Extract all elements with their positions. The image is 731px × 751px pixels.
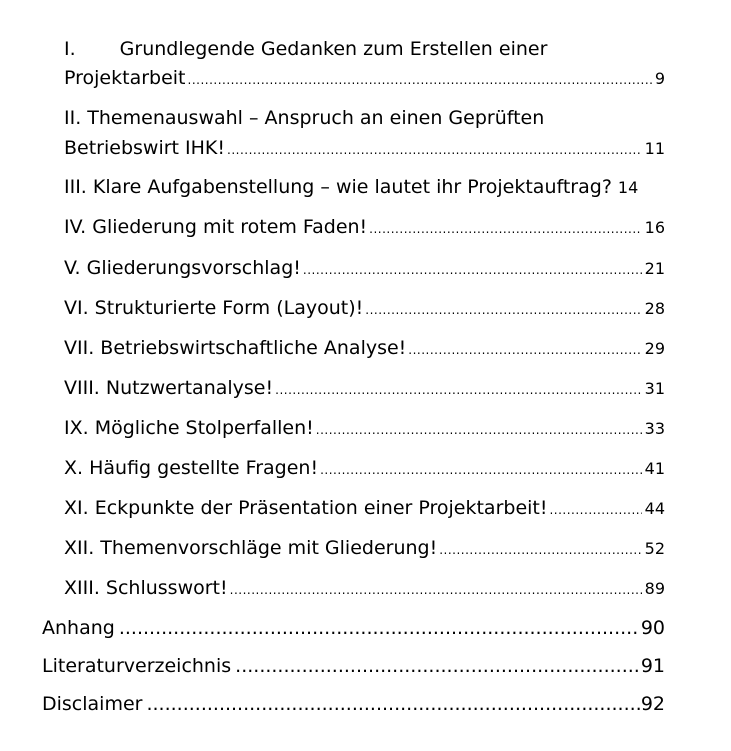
toc-entry-6[interactable] xyxy=(64,297,665,319)
toc-entry-8-title: VIII. Nutzwertanalyse! xyxy=(64,377,274,399)
toc-entry-1-number: I. xyxy=(64,38,76,60)
dot-leader xyxy=(227,143,642,157)
toc-entry-2-title-line2: Betriebswirt IHK! xyxy=(64,137,225,159)
toc-entry-1[interactable] xyxy=(64,67,665,89)
toc-entry-9-page: 33 xyxy=(644,419,665,438)
dot-leader xyxy=(303,263,642,277)
toc-entry-9-title: IX. Mögliche Stolperfallen! xyxy=(64,417,314,439)
toc-entry-11-title: XI. Eckpunkte der Präsentation einer Projektarbeit! xyxy=(64,497,548,519)
toc-entry-2[interactable] xyxy=(64,137,665,159)
toc-entry-5-title: V. Gliederungsvorschlag! xyxy=(64,257,301,279)
toc-entry-6-title: VI. Strukturierte Form (Layout)! xyxy=(64,297,364,319)
toc-entry-13-title: XIII. Schlusswort! xyxy=(64,577,228,599)
toc-entry-6-page: 28 xyxy=(644,299,665,318)
toc-entry-1-title-line1: Grundlegende Gedanken zum Erstellen einer xyxy=(119,38,548,60)
toc-entry-11[interactable] xyxy=(64,497,665,519)
toc-entry-anhang-page: 90 xyxy=(640,617,665,639)
dot-leader xyxy=(275,383,642,397)
toc-entry-4-page: 16 xyxy=(644,218,665,237)
toc-entry-9[interactable] xyxy=(64,417,665,439)
toc-entry-2-page: 11 xyxy=(644,139,665,158)
toc-entry-7-page: 29 xyxy=(644,339,665,358)
dot-leader xyxy=(146,693,639,715)
toc-entry-anhang[interactable] xyxy=(42,617,665,639)
toc-entry-8[interactable] xyxy=(64,377,665,399)
toc-entry-3-page: 14 xyxy=(617,178,639,197)
toc-entry-12-title: XII. Themenvorschläge mit Gliederung! xyxy=(64,537,438,559)
dot-leader xyxy=(119,617,640,639)
toc-entry-4-title: IV. Gliederung mit rotem Faden! xyxy=(64,216,368,238)
toc-entry-3-title: III. Klare Aufgabenstellung – wie lautet ihr Projektauftrag? xyxy=(64,176,612,198)
dot-leader xyxy=(365,303,641,317)
toc-entry-10-title: X. Häufig gestellte Fragen! xyxy=(64,457,319,479)
toc-entry-7-title: VII. Betriebswirtschaftliche Analyse! xyxy=(64,337,407,359)
dot-leader xyxy=(320,463,642,477)
dot-leader xyxy=(316,423,642,437)
toc-entry-1-page: 9 xyxy=(654,69,665,88)
toc-entry-4[interactable] xyxy=(64,216,665,238)
toc-entry-5[interactable] xyxy=(64,257,665,279)
toc-entry-2-title-line1: II. Themenauswahl – Anspruch an einen Geprüften xyxy=(64,107,545,129)
toc-entry-10-page: 41 xyxy=(644,459,665,478)
toc-entry-literaturverzeichnis[interactable] xyxy=(42,655,665,677)
toc-entry-12-page: 52 xyxy=(644,539,665,558)
toc-entry-3[interactable] xyxy=(64,176,665,198)
toc-entry-disclaimer-title: Disclaimer xyxy=(42,693,143,715)
toc-entry-disclaimer[interactable] xyxy=(42,693,665,715)
toc-entry-1-title-line2: Projektarbeit xyxy=(64,67,186,89)
toc-entry-12[interactable] xyxy=(64,537,665,559)
toc-entry-literaturverzeichnis-title: Literaturverzeichnis xyxy=(42,655,232,677)
dot-leader xyxy=(230,583,642,597)
toc-entry-8-page: 31 xyxy=(644,379,665,398)
dot-leader xyxy=(369,222,641,236)
toc-entry-13[interactable] xyxy=(64,577,665,599)
toc-entry-7[interactable] xyxy=(64,337,665,359)
toc-entry-2-line1 xyxy=(64,107,544,129)
toc-entry-11-page: 44 xyxy=(644,499,665,518)
toc-entry-1-line1 xyxy=(64,38,547,60)
toc-entry-13-page: 89 xyxy=(644,579,665,598)
toc-entry-literaturverzeichnis-page: 91 xyxy=(640,655,665,677)
dot-leader xyxy=(408,343,641,357)
dot-leader xyxy=(235,655,640,677)
toc-entry-disclaimer-page: 92 xyxy=(640,693,665,715)
toc-entry-5-page: 21 xyxy=(644,259,665,278)
dot-leader xyxy=(439,543,641,557)
dot-leader xyxy=(549,503,641,517)
toc-entry-anhang-title: Anhang xyxy=(42,617,115,639)
dot-leader xyxy=(188,73,652,87)
toc-entry-10[interactable] xyxy=(64,457,665,479)
